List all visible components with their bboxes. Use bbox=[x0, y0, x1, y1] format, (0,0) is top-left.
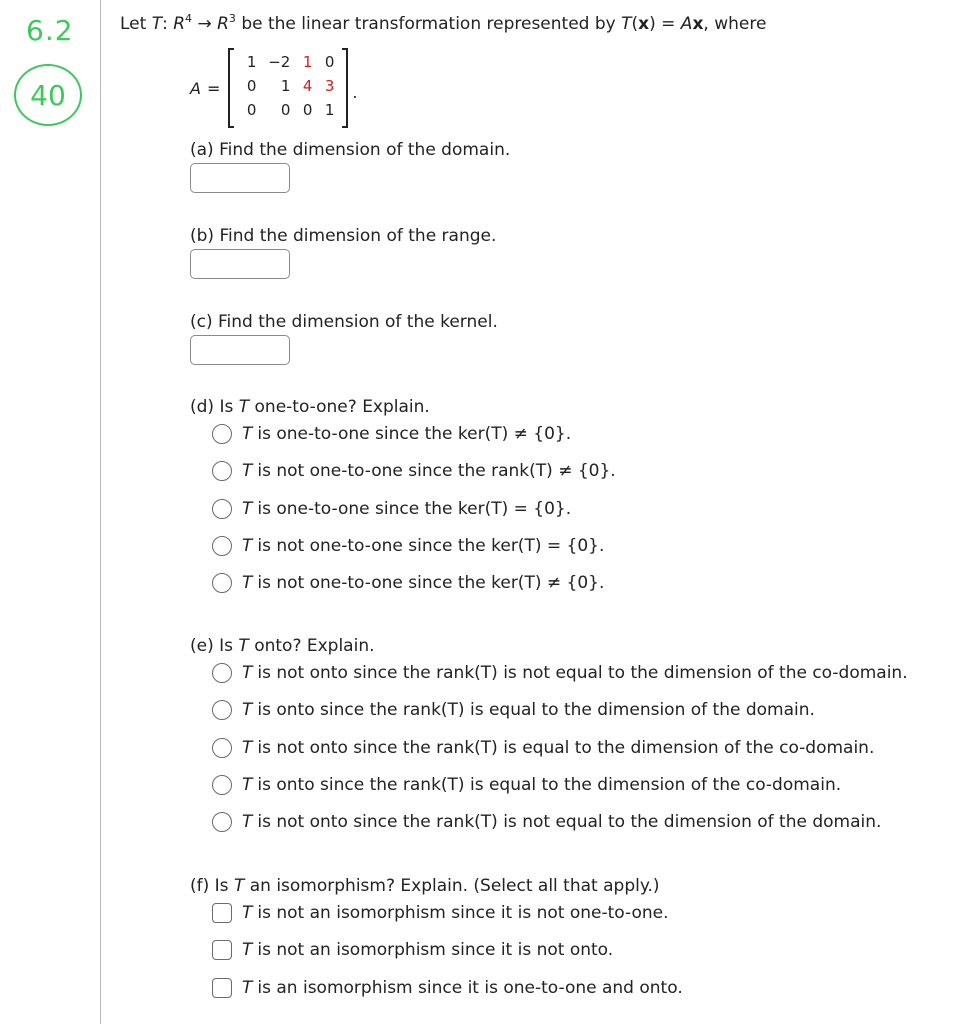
question-a-label: (a) Find the dimension of the domain. bbox=[190, 140, 511, 160]
option-label: is one-to-one since the ker(T) ≠ {0}. bbox=[257, 424, 572, 444]
option-symbol-T: T bbox=[242, 812, 253, 833]
question-d-prefix: (d) Is bbox=[190, 397, 239, 417]
option-symbol-T: T bbox=[242, 535, 253, 556]
option-d-1[interactable] bbox=[212, 421, 571, 447]
matrix-cell-r1-c1: 1 bbox=[246, 53, 257, 71]
matrix-bracket-right bbox=[342, 48, 348, 128]
radio-button[interactable] bbox=[212, 536, 232, 556]
option-label: is not one-to-one since the ker(T) ≠ {0}. bbox=[257, 573, 605, 594]
option-label: is an isomorphism since it is one-to-one and onto. bbox=[257, 977, 683, 998]
matrix-cell-r2-c2: 1 bbox=[280, 77, 291, 95]
intro-symbol-T2: T bbox=[621, 14, 632, 34]
matrix-definition bbox=[190, 46, 357, 130]
intro-arrow: → bbox=[192, 14, 218, 34]
option-label: is not onto since the rank(T) is not equal to the dimension of the co-domain. bbox=[257, 663, 908, 683]
option-symbol-T: T bbox=[242, 461, 253, 482]
option-label: is one-to-one since the ker(T) = {0}. bbox=[257, 498, 572, 519]
intro-domain-exponent: 4 bbox=[185, 12, 193, 25]
option-symbol-T: T bbox=[242, 940, 253, 961]
option-symbol-T: T bbox=[242, 737, 253, 758]
option-symbol-T: T bbox=[242, 663, 253, 683]
matrix-cell-r1-c4: 0 bbox=[324, 53, 335, 71]
intro-vector-x: x bbox=[638, 14, 650, 34]
intro-symbol-R-codomain: R bbox=[217, 14, 229, 34]
radio-button[interactable] bbox=[212, 663, 232, 683]
matrix-bracket-left bbox=[228, 48, 234, 128]
option-label: is not an isomorphism since it is not onto. bbox=[257, 940, 614, 961]
option-e-2[interactable] bbox=[212, 697, 815, 723]
matrix-cell-r2-c1: 0 bbox=[246, 77, 257, 95]
question-b-label: (b) Find the dimension of the range. bbox=[190, 226, 497, 246]
question-e-label bbox=[190, 636, 375, 656]
question-d-symbol-T: T bbox=[238, 397, 250, 417]
option-label: is not one-to-one since the ker(T) = {0}. bbox=[257, 535, 605, 556]
radio-button[interactable] bbox=[212, 738, 232, 758]
option-d-5[interactable] bbox=[212, 570, 604, 596]
intro-symbol-T: T bbox=[151, 14, 163, 34]
option-label: is not onto since the rank(T) is equal to the dimension of the co-domain. bbox=[257, 737, 875, 758]
option-symbol-T: T bbox=[242, 573, 253, 594]
intro-colon: : bbox=[162, 14, 174, 34]
matrix-cell-r1-c3: 1 bbox=[302, 53, 313, 71]
matrix-grid bbox=[238, 50, 338, 124]
intro-paren-close-eq: ) = bbox=[649, 14, 681, 34]
matrix-equals: = bbox=[206, 78, 221, 98]
question-f-prefix: (f) Is bbox=[190, 876, 234, 896]
option-e-1[interactable] bbox=[212, 660, 908, 686]
intro-text: Let bbox=[120, 14, 152, 34]
option-symbol-T: T bbox=[242, 774, 253, 795]
question-e-suffix: onto? Explain. bbox=[248, 636, 375, 656]
option-f-1[interactable] bbox=[212, 900, 668, 926]
question-e-prefix: (e) Is bbox=[190, 636, 239, 656]
radio-button[interactable] bbox=[212, 775, 232, 795]
question-f-suffix: an isomorphism? Explain. (Select all that apply.) bbox=[244, 876, 660, 896]
matrix-cell-r3-c3: 0 bbox=[302, 101, 313, 119]
radio-button[interactable] bbox=[212, 461, 232, 481]
option-f-2[interactable] bbox=[212, 937, 613, 963]
question-c-label: (c) Find the dimension of the kernel. bbox=[190, 312, 498, 332]
option-label: is onto since the rank(T) is equal to the dimension of the co-domain. bbox=[257, 774, 842, 795]
intro-text-mid: be the linear transformation represented by bbox=[235, 14, 622, 34]
option-symbol-T: T bbox=[242, 700, 253, 721]
option-symbol-T: T bbox=[242, 498, 253, 519]
option-label: is onto since the rank(T) is equal to the dimension of the domain. bbox=[257, 700, 815, 721]
handwritten-problem-number: 40 bbox=[30, 78, 66, 112]
option-label: is not an isomorphism since it is not one-to-one. bbox=[257, 903, 669, 923]
option-d-2[interactable] bbox=[212, 458, 616, 484]
question-d-suffix: one-to-one? Explain. bbox=[249, 397, 430, 417]
option-d-4[interactable] bbox=[212, 533, 604, 559]
checkbox[interactable] bbox=[212, 978, 232, 998]
option-d-3[interactable] bbox=[212, 496, 571, 522]
matrix-cell-r3-c1: 0 bbox=[246, 101, 257, 119]
handwritten-circled-problem-number bbox=[14, 64, 82, 126]
question-e-symbol-T: T bbox=[238, 636, 249, 656]
matrix-cell-r2-c3: 4 bbox=[302, 77, 313, 95]
option-e-3[interactable] bbox=[212, 735, 874, 761]
margin-divider bbox=[100, 0, 101, 1024]
option-symbol-T: T bbox=[242, 977, 253, 998]
answer-input-a[interactable] bbox=[190, 163, 290, 193]
option-e-4[interactable] bbox=[212, 772, 841, 798]
answer-input-c[interactable] bbox=[190, 335, 290, 365]
option-label: is not onto since the rank(T) is not equal to the dimension of the domain. bbox=[257, 812, 882, 833]
question-f-symbol-T: T bbox=[233, 876, 245, 896]
matrix-cell-r2-c4: 3 bbox=[324, 77, 335, 95]
matrix-label: A bbox=[190, 78, 201, 98]
intro-symbol-R-domain: R bbox=[173, 14, 186, 34]
question-d-label bbox=[190, 397, 430, 417]
matrix-cell-r3-c4: 1 bbox=[324, 101, 335, 119]
option-symbol-T: T bbox=[242, 903, 253, 923]
checkbox[interactable] bbox=[212, 940, 232, 960]
option-f-3[interactable] bbox=[212, 975, 683, 1001]
matrix-cell-r1-c2: −2 bbox=[268, 53, 291, 71]
problem-statement bbox=[120, 12, 766, 34]
handwritten-section-number: 6.2 bbox=[26, 14, 74, 47]
intro-vector-x2: x bbox=[692, 14, 704, 34]
intro-paren-open: ( bbox=[631, 14, 639, 34]
intro-codomain-exponent: 3 bbox=[228, 12, 236, 25]
matrix-A bbox=[228, 48, 348, 128]
intro-suffix: , where bbox=[703, 14, 767, 34]
question-f-label bbox=[190, 876, 660, 896]
option-label: is not one-to-one since the rank(T) ≠ {0}. bbox=[257, 461, 616, 482]
radio-button[interactable] bbox=[212, 424, 232, 444]
option-e-5[interactable] bbox=[212, 809, 881, 835]
radio-button[interactable] bbox=[212, 700, 232, 720]
radio-button[interactable] bbox=[212, 573, 232, 593]
option-symbol-T: T bbox=[242, 424, 253, 444]
checkbox[interactable] bbox=[212, 903, 232, 923]
matrix-cell-r3-c2: 0 bbox=[280, 101, 291, 119]
radio-button[interactable] bbox=[212, 499, 232, 519]
margin-annotations bbox=[0, 0, 100, 1024]
radio-button[interactable] bbox=[212, 812, 232, 832]
answer-input-b[interactable] bbox=[190, 249, 290, 279]
intro-symbol-A: A bbox=[680, 14, 693, 34]
matrix-period: . bbox=[352, 82, 358, 102]
